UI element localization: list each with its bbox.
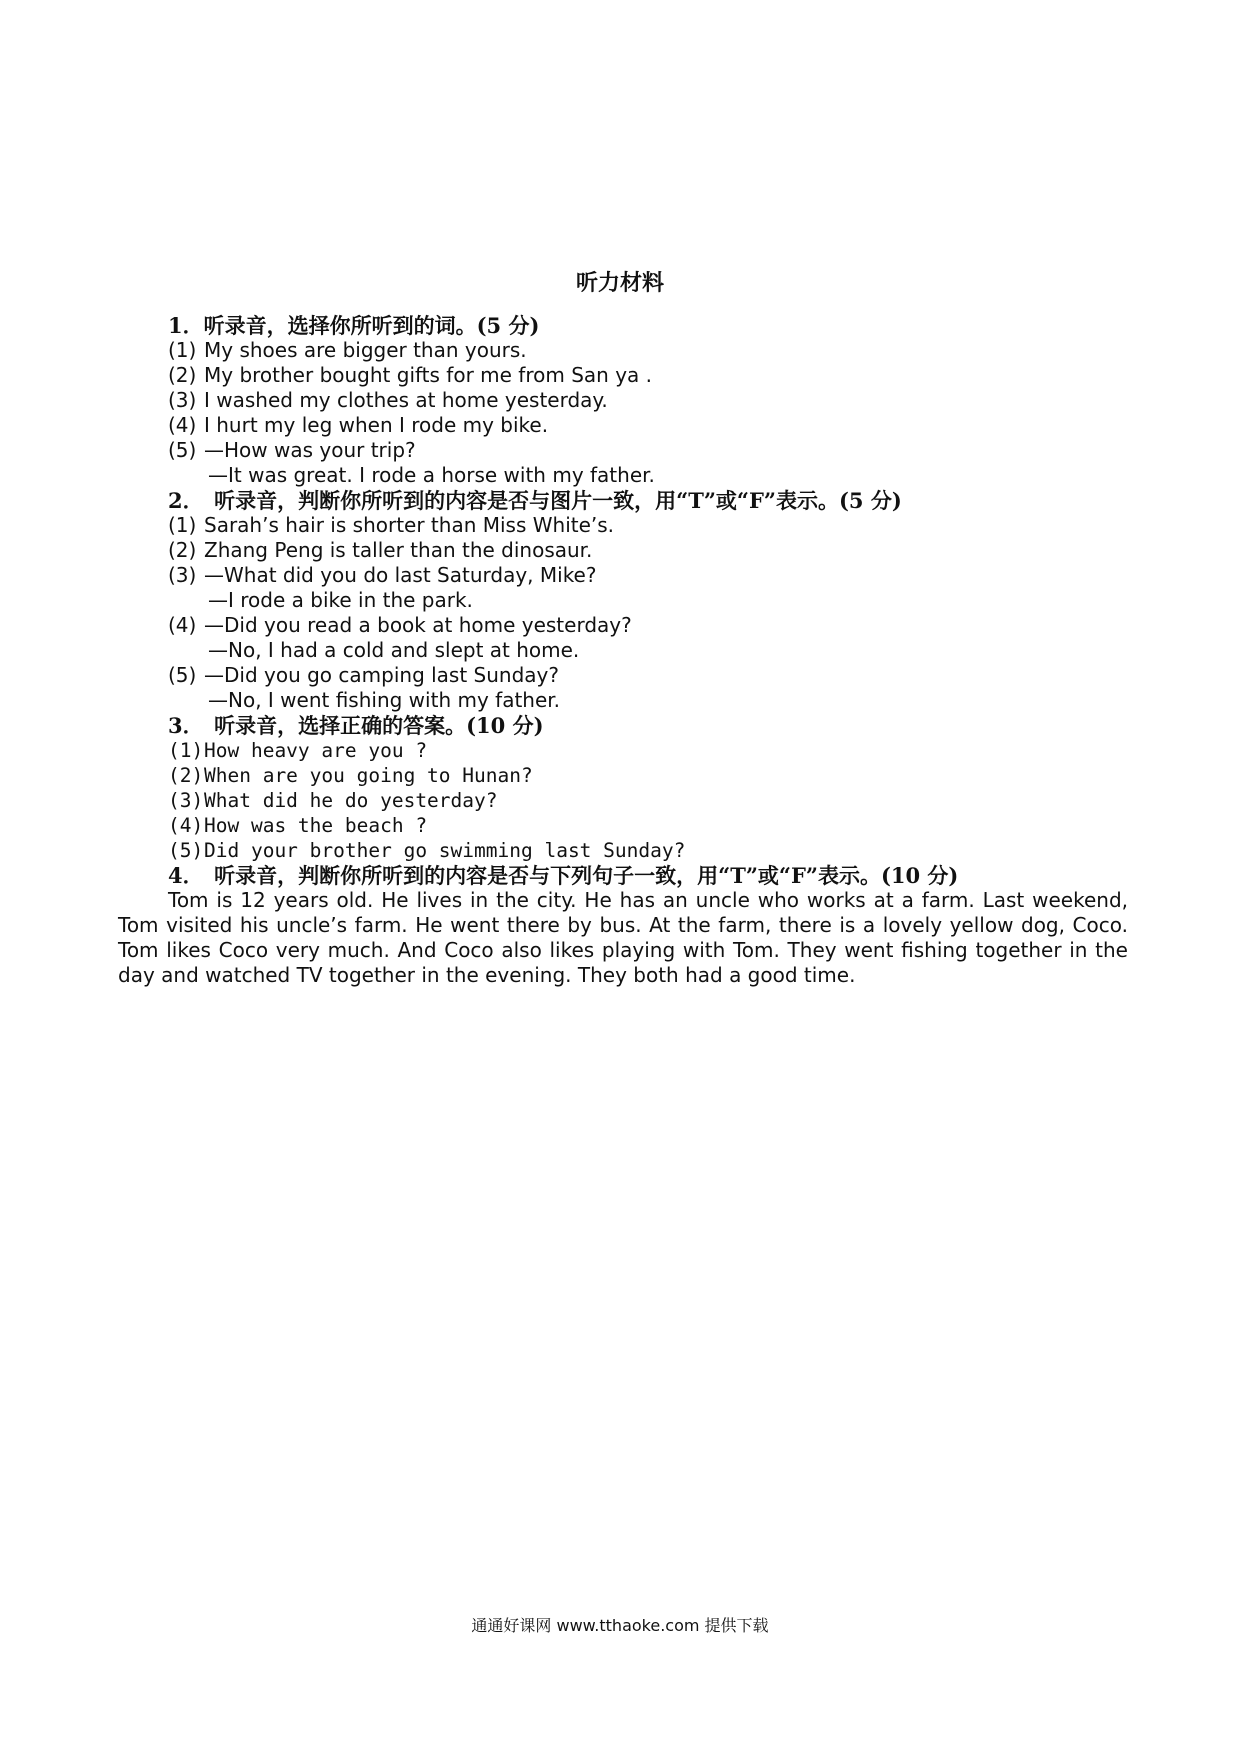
section-4 bbox=[118, 863, 1128, 988]
section-1-item-2: (2) My brother bought gifts for me from San ya . bbox=[168, 363, 652, 387]
section-3-item-4: (4)How was the beach ? bbox=[168, 814, 428, 837]
listening-content bbox=[118, 313, 1128, 988]
section-2-item-5: (5) —Did you go camping last Sunday? bbox=[168, 663, 559, 687]
section-1-heading: 1．听录音，选择你所听到的词。(5 分) bbox=[168, 313, 540, 338]
section-1 bbox=[168, 313, 1128, 488]
section-3-item-3: (3)What did he do yesterday? bbox=[168, 789, 498, 812]
section-2-item-3-reply: —I rode a bike in the park. bbox=[208, 588, 473, 612]
section-3 bbox=[168, 713, 1128, 863]
section-2-item-3: (3) —What did you do last Saturday, Mike? bbox=[168, 563, 597, 587]
page-footer: 通通好课网 www.tthaoke.com 提供下载 bbox=[471, 1616, 769, 1635]
page-title: 听力材料 bbox=[575, 270, 664, 296]
section-2 bbox=[168, 488, 1128, 713]
section-1-item-5: (5) —How was your trip? bbox=[168, 438, 416, 462]
section-2-item-1: (1) Sarah’s hair is shorter than Miss White’s. bbox=[168, 513, 615, 537]
section-2-heading: 2． 听录音，判断你所听到的内容是否与图片一致，用“T”或“F”表示。(5 分) bbox=[168, 488, 902, 513]
section-1-item-1: (1) My shoes are bigger than yours. bbox=[168, 338, 527, 362]
section-2-item-2: (2) Zhang Peng is taller than the dinosaur. bbox=[168, 538, 593, 562]
section-3-heading: 3． 听录音，选择正确的答案。(10 分) bbox=[168, 713, 544, 738]
section-1-item-4: (4) I hurt my leg when I rode my bike. bbox=[168, 413, 549, 437]
section-4-heading: 4． 听录音，判断你所听到的内容是否与下列句子一致，用“T”或“F”表示。(10 分) bbox=[168, 863, 959, 888]
section-3-item-5: (5)Did your brother go swimming last Sunday? bbox=[168, 839, 686, 862]
section-1-item-3: (3) I washed my clothes at home yesterday. bbox=[168, 388, 608, 412]
section-2-item-4: (4) —Did you read a book at home yesterday? bbox=[168, 613, 632, 637]
section-3-item-1: (1)How heavy are you ? bbox=[168, 739, 428, 762]
section-1-item-5-reply: —It was great. I rode a horse with my father. bbox=[208, 463, 655, 487]
section-2-item-5-reply: —No, I went fishing with my father. bbox=[208, 688, 561, 712]
section-4-passage: Tom is 12 years old. He lives in the city. He has an uncle who works at a farm. Last weekend, Tom visited his uncle’s farm. He went there by bus. At the farm, there is a lovely yellow dog, Coco. Tom likes Coco very much. And Coco also likes playing with Tom. They went fishing together in the day and watched TV together in the evening. They both had a good time. bbox=[118, 888, 1128, 987]
section-2-item-4-reply: —No, I had a cold and slept at home. bbox=[208, 638, 580, 662]
section-3-item-2: (2)When are you going to Hunan? bbox=[168, 764, 533, 787]
